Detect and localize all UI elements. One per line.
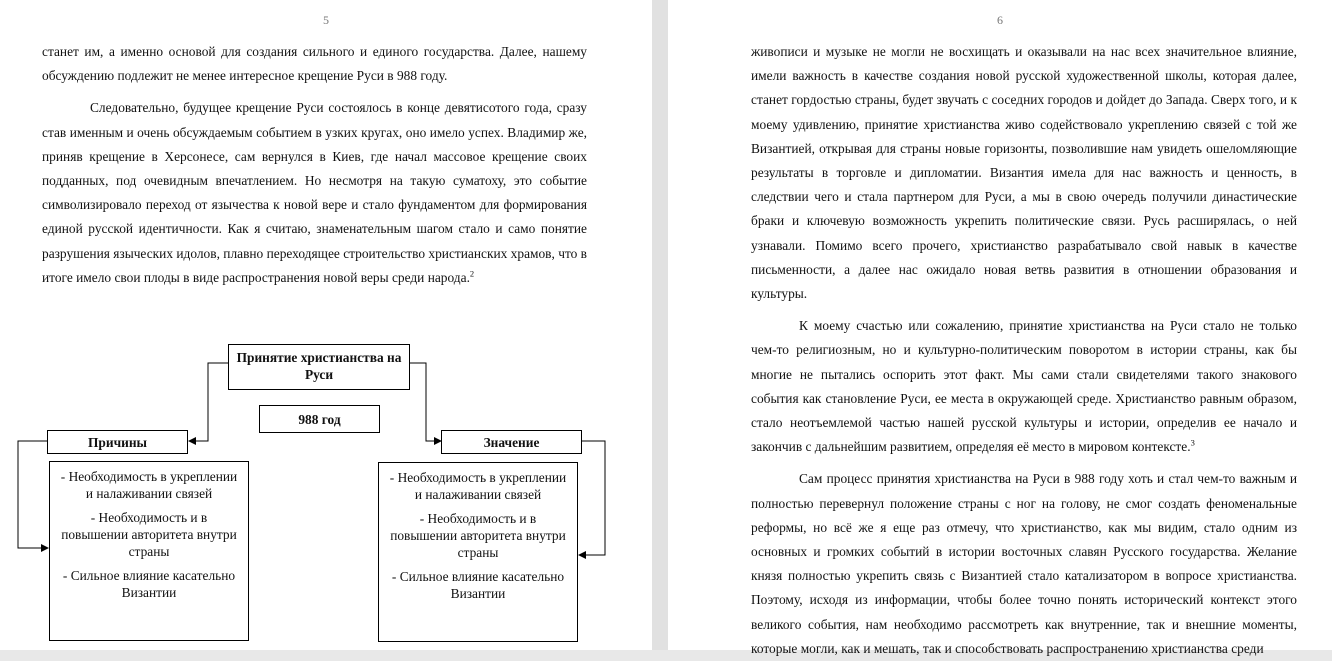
- arrow-title-to-meaning: [410, 363, 441, 441]
- diagram-title-box: Принятие христианства на Руси: [228, 344, 410, 390]
- arrow-title-to-causes: [189, 363, 228, 441]
- list-item: - Необходимость в укреплении и налаживании связей: [60, 469, 238, 501]
- list-item: - Сильное влияние касательно Византии: [391, 569, 565, 601]
- list-item: - Необходимость в укреплении и налаживании связей: [389, 470, 567, 502]
- page-gap: [652, 0, 668, 650]
- list-item: - Необходимость и в повышении авторитета внутри страны: [61, 510, 237, 559]
- paragraph: Сам процесс принятия христианства на Руси в 988 году хоть и стал чем-то важным и полностью перевернул положение страны с ног на голову, не смог создать феноменальные реформы, но всё же я еще раз отмечу, что христианство, как мы видим, стало одним из основных и громких событий в истории восточных славян Русского государства. Желание князя полностью укрепить связь с Византией стало катализатором в вопросе христианства. Поэтому, исходя из информации, чтобы более точно понять исторический контекст этого великого события, нам необходимо рассмотреть как внутренние, так и внешние моменты, которые могли, как и мешать, так и способствовать распространению христианства среди: [751, 471, 1297, 656]
- arrow-causes-to-list: [18, 441, 48, 548]
- footnote-ref[interactable]: 3: [1190, 437, 1195, 448]
- paragraph: станет им, а именно основой для создания сильного и единого государства. Далее, нашему обсуждению подлежит не менее интересное крещение Руси в 988 году.: [42, 44, 587, 84]
- diagram-meaning-box: Значение: [441, 430, 582, 454]
- list-item: - Необходимость и в повышении авторитета внутри страны: [390, 511, 566, 560]
- page-number: 5: [323, 13, 329, 27]
- paragraph: [751, 314, 1297, 459]
- paragraph-text: Следовательно, будущее крещение Руси состоялось в конце девятисотого года, сразу став именным и очень обсуждаемым событием в узких кругах, оно имело успех. Владимир же, приняв крещение в Херсонесе, сам вернулся в Киев, где начал массовое крещение своих подданных, под очевидным впечатлением. Но несмотря на такую суматоху, это событие символизировало переход от язычества к новой вере и стало фундаментом для формирования единой русской идентичности. Как я считаю, знаменательным шагом стало и само понятие разрушения языческих идолов, плавно переходящее строительство христианских храмов, что в итоге имело свои плоды в виде распространения новой веры среди народа.: [42, 100, 587, 285]
- paragraph-text: К моему счастью или сожалению, принятие христианства на Руси стало не только чем-то религиозным, но и культурно-политическим поворотом в истории страны, как бы многие не пытались оспорить этот факт. Мы сами стали свидетелями такого знакового события как становление Руси, ее места в окружающей среде. Христианство равным образом, стало неотъемлемой частью нашей русской культуры и истории, определив ее начало и закончив с дальнейшим развитием, определяя её место в мировом контексте.: [751, 318, 1297, 455]
- arrow-meaning-to-list: [579, 441, 605, 555]
- list-item: - Сильное влияние касательно Византии: [62, 568, 236, 600]
- right-page-body: [751, 40, 1297, 661]
- footnote-ref[interactable]: 2: [469, 268, 475, 279]
- diagram-causes-list: [49, 461, 249, 641]
- page-number: 6: [997, 13, 1003, 27]
- diagram-year-box: 988 год: [259, 405, 380, 433]
- diagram-meaning-list: [378, 462, 578, 642]
- paragraph: живописи и музыке не могли не восхищать и оказывали на нас всех значительное влияние, имели важность в качестве создания новой русской художественной школы, которая далее, станет гордостью страны, будет звучать с соседних городов и дойдет до Запада. Сверх того, и к моему удивлению, принятие христианства живо содействовало укреплению связей с той же Византией, открывая для страны новые горизонты, позволившие нам увидеть ошеломляющие результаты в торговле и дипломатии. Византия имела для нас важность и ценность, в следствии чего и стала партнером для Руси, а мы в свою очередь получили династические браки и ключевую возможность укрепить политические связи. Русь расширялась, о ней узнавали. Помимо всего прочего, христианство разрабатывало свой навык в качестве письменности, а далее нас ожидало новая ветвь развития в отношении образования и культуры.: [751, 44, 1297, 302]
- diagram-causes-box: Причины: [47, 430, 188, 454]
